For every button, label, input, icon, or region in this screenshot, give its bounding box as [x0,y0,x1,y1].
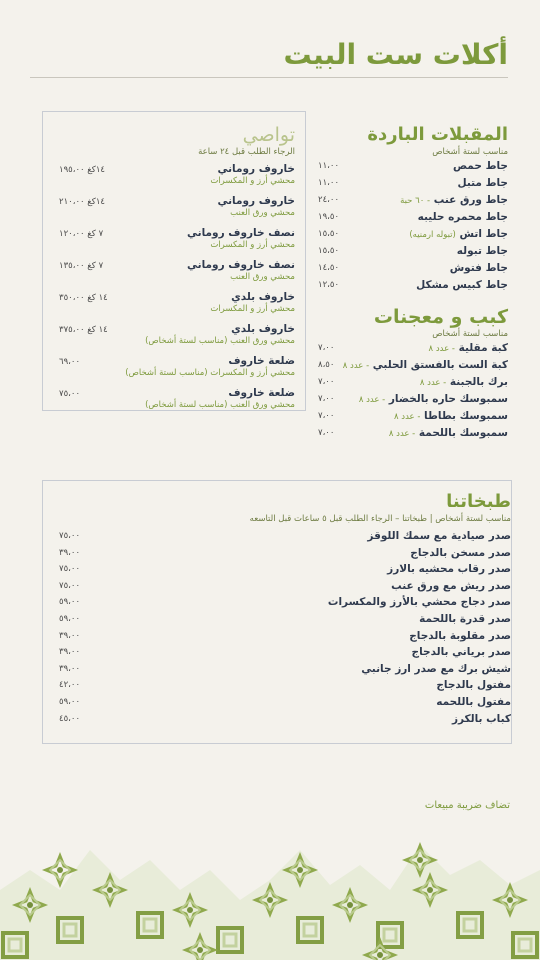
item-name: جاط اتش [459,228,508,240]
tawasi-item-desc: محشي أرز و المكسرات [210,176,295,186]
kibbeh-list [318,340,508,442]
item-note: - عدد ٨ [428,344,455,354]
item-note: (تبوله ارمنيه) [409,230,456,240]
tabkhatna-subtitle: مناسب لستة أشخاص | طبخاتنا – الرجاء الطلب قبل ٥ ساعات قبل التاسعه [249,514,511,524]
item-price: ٤٥،٠٠ [59,713,81,724]
item-name: صدر ريش مع ورق عنب [391,579,511,592]
item-price: ٧٥،٠٠ [59,564,81,575]
item-price: ١١،٠٠ [318,178,340,188]
item-price: ٧٥،٠٠ [59,531,81,541]
item-price: ١٩،٥٠ [318,212,340,222]
tabkhatna-box [42,480,512,744]
tax-note: تضاف ضريبة مبيعات [424,800,510,811]
menu-item-row [59,677,511,694]
item-name: صدر برياني بالدجاج [411,646,511,659]
menu-item-row [59,578,511,595]
section-cold-appetizers [318,124,508,294]
cold-title: المقبلات الباردة [367,124,508,145]
menu-item-row [318,158,508,175]
item-name: جاط كبيس مشكل [416,279,508,291]
item-name: شيش برك مع صدر ارز جانبي [361,662,511,675]
menu-item-row [318,277,508,294]
menu-item-row [59,561,511,578]
tawasi-item [59,291,295,323]
menu-item-row [318,192,508,209]
item-price: ٣٩،٠٠ [59,647,81,658]
menu-item-row [59,545,511,562]
tawasi-item-name: خاروف بلدي [231,291,295,303]
green-geometric-pattern-decor [0,830,540,960]
item-name: صدر صيادية مع سمك اللوقز [367,530,511,542]
menu-item-row [59,661,511,678]
tawasi-item-name: خاروف روماني [217,163,295,175]
item-name: جاط متبل [457,177,508,189]
tawasi-item-name: خاروف روماني [217,195,295,207]
page-title: أكلات ست البيت [283,38,508,71]
tawasi-item-desc: محشي ورق العنب (مناسب لستة أشخاص) [145,336,295,346]
item-price: ٣٩،٠٠ [59,663,81,674]
item-note: - عدد ٨ [342,361,370,371]
tawasi-item [59,323,295,355]
item-name: جاط ورق عنب [433,194,508,206]
item-price: ٧،٠٠ [318,411,335,421]
item-name: جاط حمص [452,160,508,172]
tawasi-item-desc: محشي أرز و المكسرات [210,304,295,314]
tabkhatna-list [59,528,511,727]
item-price: ٧،٠٠ [318,377,335,387]
menu-item-row [318,374,508,391]
item-price: ٣٩،٠٠ [59,630,81,641]
tawasi-item [59,227,295,259]
tawasi-item-price: ١٤ كغ ٣٥٠،٠٠ [59,293,108,303]
item-name: كباب بالكرز [451,712,511,725]
item-name: جاط فتوش [449,262,508,274]
item-name: سمبوسك بطاطا [424,410,508,422]
item-note: - عدد ٨ [388,429,416,439]
menu-item-row [59,528,511,545]
item-price: ١٥،٥٠ [318,246,340,256]
item-name: صدر مقلوبة بالدجاج [409,629,511,642]
tawasi-item [59,355,295,387]
kibbeh-title: كبب و معجنات [373,306,508,328]
item-name: جاط محمره حليبه [417,211,508,223]
item-note: - ٦٠ حبة [400,196,431,206]
tawasi-item-name: ضلعة خاروف [228,387,295,399]
item-price: ٧،٠٠ [318,394,335,404]
section-tawasi [59,124,295,419]
item-price: ٥٩،٠٠ [59,597,81,608]
tawasi-list [59,163,295,419]
tawasi-item-price: ٧ كغ ١٢٠،٠٠ [59,229,104,239]
menu-item-row [318,226,508,243]
tawasi-item-price: ٦٩،٠٠ [59,357,81,367]
tawasi-item-price: ١٤كغ ٢١٠،٠٠ [59,197,105,207]
tawasi-item-name: ضلعة خاروف [228,355,295,367]
tawasi-item [59,259,295,291]
menu-item-row [318,391,508,408]
menu-item-row [318,209,508,226]
item-price: ٥٩،٠٠ [59,696,81,707]
tawasi-item-price: ٧ كغ ١٣٥،٠٠ [59,261,104,271]
item-name: سمبوسك حاره بالخضار [388,393,508,405]
menu-item-row [59,594,511,611]
item-price: ٧،٠٠ [318,428,335,438]
cold-list [318,158,508,294]
item-price: ٢٤،٠٠ [318,195,340,205]
tawasi-item [59,163,295,195]
tawasi-item-name: نصف خاروف روماني [187,227,295,239]
tawasi-item-name: خاروف بلدي [231,323,295,335]
item-name: مفتول باللحمه [436,695,511,708]
menu-item-row [318,425,508,442]
tawasi-item [59,195,295,227]
item-price: ١٢،٥٠ [318,280,340,290]
menu-item-row [318,340,508,357]
tawasi-title: تواصي [242,124,295,146]
tawasi-item-price: ١٤كغ ١٩٥،٠٠ [59,165,105,175]
item-price: ٧،٠٠ [318,343,335,353]
menu-item-row [59,694,511,711]
tawasi-item-desc: محشي ورق العنب [230,272,295,282]
item-name: برك بالجبنة [449,376,508,388]
tawasi-item-price: ٧٥،٠٠ [59,389,81,399]
item-price: ٥٩،٠٠ [59,613,81,624]
item-name: جاط تبوله [456,245,508,257]
item-name: كبة مقلية [458,342,508,354]
menu-item-row [318,243,508,260]
tawasi-item-price: ١٤ كغ ٣٧٥،٠٠ [59,325,108,335]
menu-item-row [318,175,508,192]
tawasi-box [42,111,306,411]
menu-item-row [59,628,511,645]
item-price: ١٥،٥٠ [318,229,340,239]
item-name: سمبوسك باللحمة [418,427,508,439]
item-name: مفتول بالدجاج [436,679,511,692]
item-name: صدر دجاج محشي بالأرز والمكسرات [327,596,511,609]
tawasi-item [59,387,295,419]
menu-item-row [318,357,508,374]
kibbeh-subtitle: مناسب لستة أشخاص [432,329,508,339]
item-price: ٣٩،٠٠ [59,547,81,558]
title-divider [30,77,508,78]
tawasi-subtitle: الرجاء الطلب قبل ٢٤ ساعة [198,147,295,157]
tawasi-item-desc: محشي أرز و المكسرات (مناسب لستة أشخاص) [125,368,295,378]
item-price: ١٤،٥٠ [318,263,340,273]
item-price: ٧٥،٠٠ [59,580,81,591]
tawasi-item-desc: محشي ورق العنب [230,208,295,218]
menu-item-row [59,711,511,728]
menu-item-row [59,611,511,628]
item-name: صدر قدرة باللحمة [419,612,511,625]
menu-item-row [318,408,508,425]
item-name: صدر مسخن بالدجاج [410,546,511,559]
item-note: - عدد ٨ [419,378,447,388]
menu-item-row [59,644,511,661]
tawasi-item-desc: محشي أرز و المكسرات [210,240,295,250]
item-price: ٤٢،٠٠ [59,680,81,691]
section-kibbeh-pastries [318,306,508,442]
tabkhatna-title: طبخاتنا [446,491,511,512]
item-name: كبة الست بالفستق الحلبي [372,359,508,371]
tawasi-item-name: نصف خاروف روماني [187,259,295,271]
item-note: - عدد ٨ [394,412,421,422]
item-price: ١١،٠٠ [318,161,340,171]
cold-subtitle: مناسب لستة أشخاص [432,147,508,157]
item-name: صدر رقاب محشيه بالارز [387,563,511,576]
item-price: ٨،٥٠ [318,360,335,370]
item-note: - عدد ٨ [358,395,386,405]
tawasi-item-desc: محشي ورق العنب (مناسب لستة أشخاص) [145,400,295,410]
menu-item-row [318,260,508,277]
section-tabkhatna [59,491,511,727]
